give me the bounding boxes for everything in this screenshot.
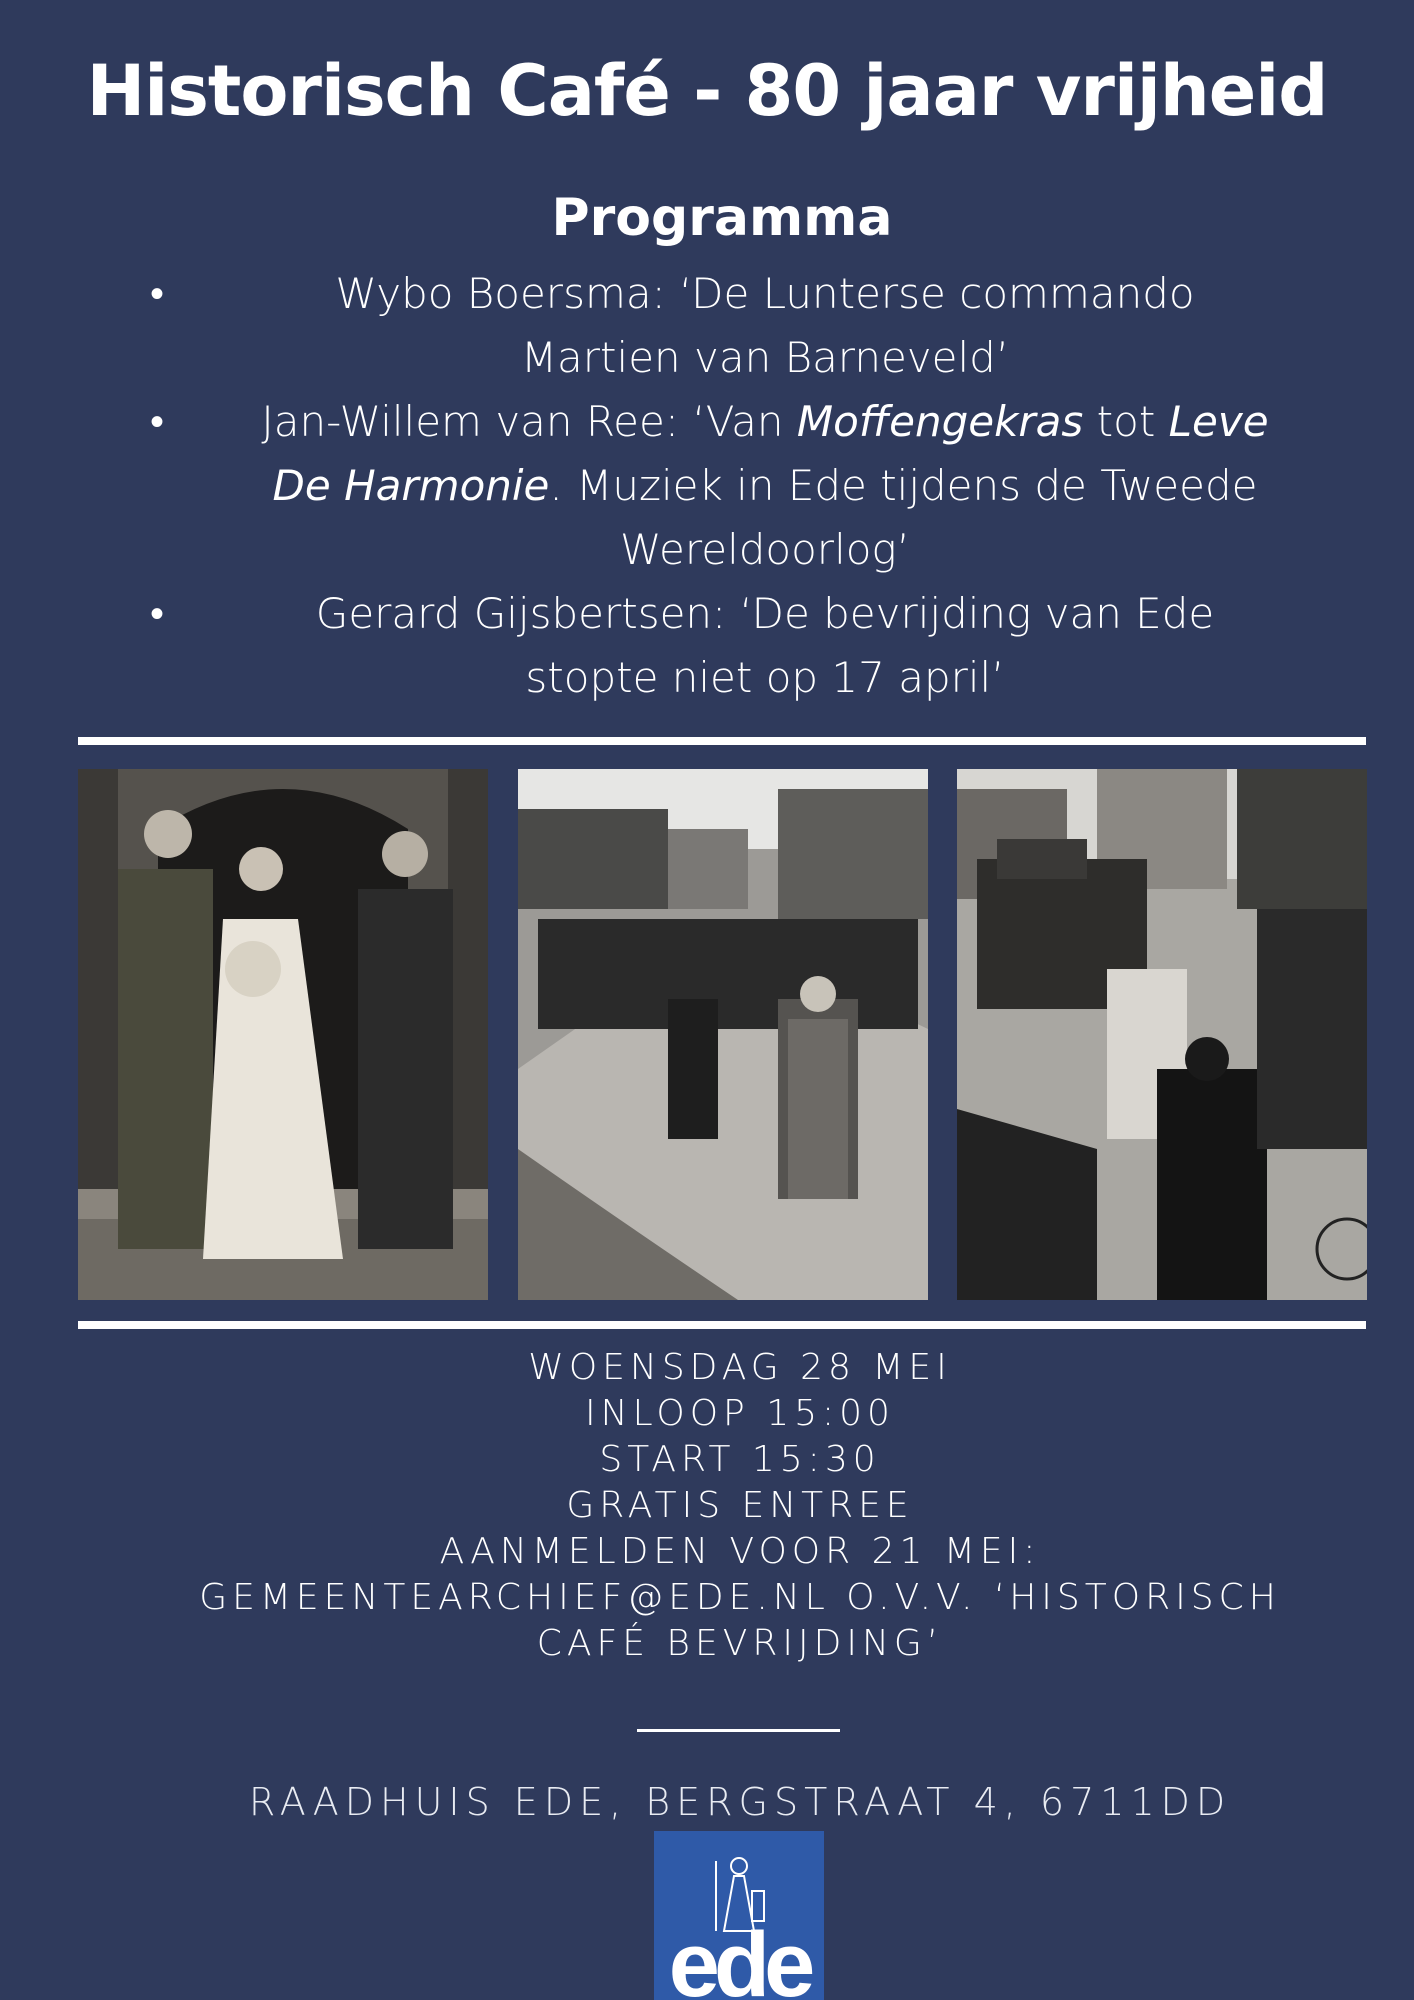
event-info [0, 1345, 1414, 1667]
liberation-tank-photo [957, 769, 1367, 1300]
bullet-icon: • [150, 399, 165, 445]
program-item [140, 390, 1330, 582]
program-item-italic: Leve [1168, 397, 1269, 446]
event-date: WOENSDAG 28 MEI [528, 1347, 952, 1388]
program-item [140, 262, 1330, 390]
program-item-text: Wybo Boersma: ‘De Lunterse commando [335, 269, 1195, 318]
program-item-text: Jan-Willem van Ree: ‘Van [261, 397, 797, 446]
program-item-italic: De Harmonie [272, 461, 550, 510]
program-item [140, 582, 1330, 710]
bullet-icon: • [150, 271, 165, 317]
marching-band-photo [518, 769, 928, 1300]
divider-top [78, 737, 1366, 745]
logo-text: ede [668, 1914, 810, 2000]
program-item-italic: Moffengekras [796, 397, 1084, 446]
wedding-photo [78, 769, 488, 1300]
event-email: GEMEENTEARCHIEF@EDE.NL O.V.V. ‘HISTORISCH [199, 1577, 1281, 1618]
event-inloop: INLOOP 15:00 [585, 1393, 895, 1434]
program-item-text: Martien van Barneveld’ [520, 333, 1010, 382]
program-item-text: Gerard Gijsbertsen: ‘De bevrijding van Ede [315, 589, 1215, 638]
program-item-text: tot [1083, 397, 1169, 446]
event-email-cont: CAFÉ BEVRIJDING’ [536, 1623, 944, 1664]
divider-bottom [78, 1321, 1366, 1329]
program-heading: Programma [551, 188, 893, 248]
venue-address: RAADHUIS EDE, BERGSTRAAT 4, 6711DD [248, 1780, 1232, 1824]
poster-title: Historisch Café - 80 jaar vrijheid [86, 50, 1328, 132]
program-item-text: . Muziek in Ede tijdens de Tweede [549, 461, 1258, 510]
event-start: START 15:30 [599, 1439, 881, 1480]
event-entree: GRATIS ENTREE [566, 1485, 914, 1526]
program-list [140, 262, 1330, 710]
ede-logo [654, 1831, 824, 2000]
program-item-text: stopte niet op 17 april’ [525, 653, 1005, 702]
bullet-icon: • [150, 591, 165, 637]
program-item-text: Wereldoorlog’ [619, 525, 910, 574]
divider-thin [637, 1729, 840, 1732]
event-registration: AANMELDEN VOOR 21 MEI: [439, 1531, 1041, 1572]
